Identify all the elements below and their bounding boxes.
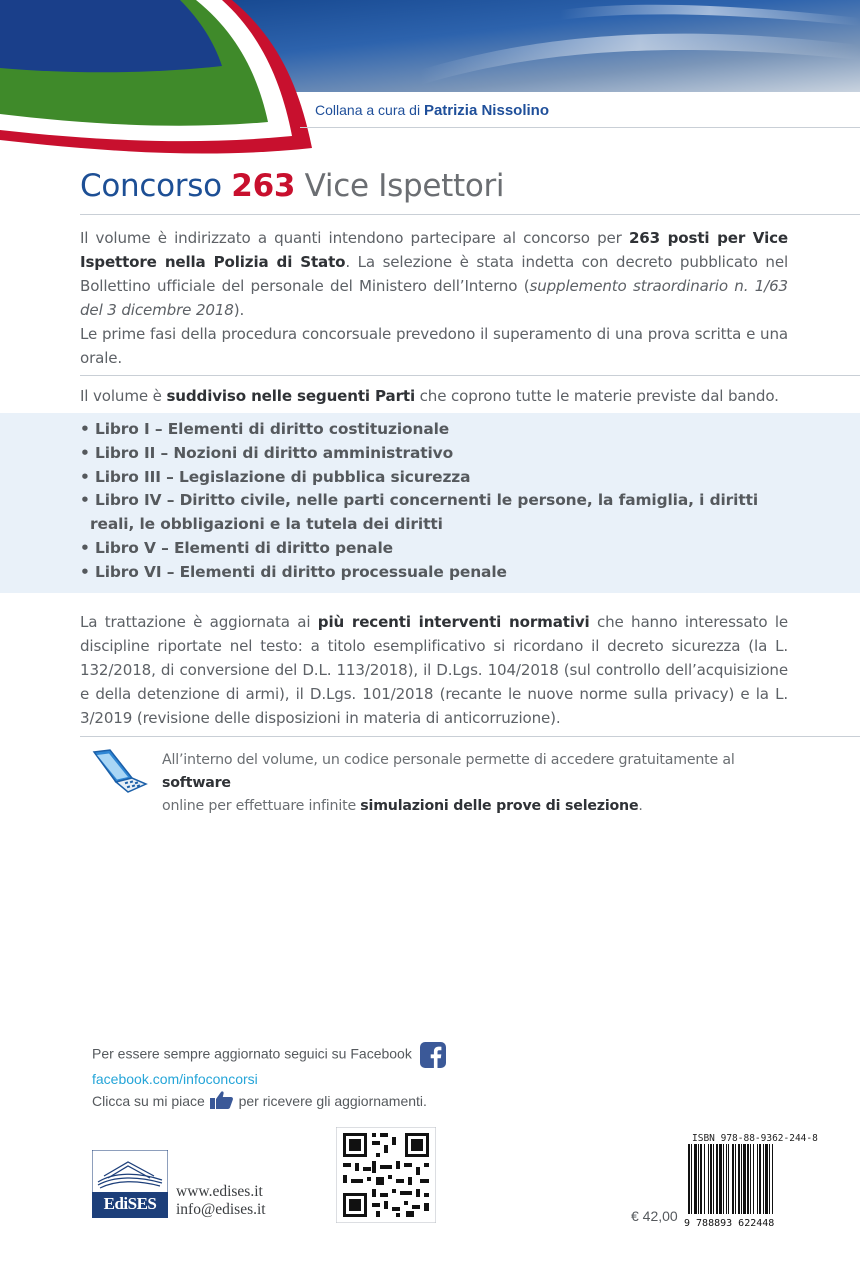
update-text: La trattazione è aggiornata ai (80, 613, 318, 631)
barcode-bar (700, 1144, 702, 1220)
parts-intro (80, 384, 800, 408)
update-bold: più recenti interventi normativi (317, 613, 590, 631)
barcode-bar (763, 1144, 764, 1220)
barcode-bar (719, 1144, 722, 1220)
social-line (92, 1042, 446, 1068)
book-item: • Libro III – Legislazione di pubblica sicurezza (80, 467, 471, 486)
barcode-bar (747, 1144, 749, 1220)
barcode-digits: 9 788893 622448 (684, 1218, 775, 1228)
parts-text: Il volume è (80, 387, 167, 405)
divider (80, 736, 860, 737)
barcode-bar (710, 1144, 712, 1220)
price: € 42,00 (631, 1208, 678, 1224)
divider (300, 127, 860, 128)
barcode-bar (743, 1144, 746, 1220)
laptop-icon (88, 748, 148, 798)
update-text: che hanno interessato le discipline riportate nel testo: a titolo esemplificativo si ricordano il decreto sicurezza (la L. 132/2018, di conversione del D.L. 113/2018), il D.Lgs. 104/2018 (sul controllo dell’acquisizione e della detenzione di armi), il D.Lgs. 101/2018 (recante le nuove norme sulla privacy) e la L. 3/2019 (revisione delle disposizioni in materia di anticorruzione). (80, 613, 788, 727)
intro-bold: 263 posti per Vice Ispettore nella Polizia di Stato (80, 229, 788, 271)
flag-wave-graphic (0, 0, 860, 160)
series-editor: Patrizia Nissolino (423, 102, 549, 119)
email-link[interactable]: info@edises.it (176, 1201, 266, 1218)
book-item: • Libro VI – Elementi di diritto processuale penale (80, 562, 507, 581)
barcode-bar (698, 1144, 699, 1220)
thumbs-up-icon[interactable] (209, 1090, 235, 1110)
qr-code (336, 1127, 436, 1223)
isbn-label: ISBN 978-88-9362-244-8 (692, 1133, 818, 1144)
book-item: • Libro I – Elementi di diritto costituzionale (80, 420, 450, 438)
facebook-icon[interactable] (420, 1042, 446, 1068)
books-list (80, 418, 795, 585)
barcode-bar (738, 1144, 740, 1220)
barcode (682, 1144, 810, 1228)
divider (80, 375, 860, 376)
software-text: online per effettuare infinite (162, 798, 361, 814)
barcode-bar (772, 1144, 773, 1220)
barcode-bar (688, 1144, 690, 1220)
barcode-bar (716, 1144, 718, 1220)
software-text: . (638, 798, 643, 814)
barcode-bar (726, 1144, 727, 1220)
barcode-bar (757, 1144, 758, 1220)
intro-text: Il volume è indirizzato a quanti intendono partecipare al concorso per (80, 229, 629, 247)
software-bold: software (162, 775, 231, 791)
barcode-bar (769, 1144, 770, 1220)
series-prefix: Collana a cura di (315, 102, 421, 118)
social-text: per ricevere gli aggiornamenti. (238, 1093, 427, 1109)
book-item: • Libro IV – Diritto civile, nelle parti concernenti le persone, la famiglia, i diritti reali, le obbligazioni e la tutela dei diritti (80, 491, 759, 534)
title-part2: Vice Ispettori (295, 168, 505, 204)
social-block (92, 1042, 446, 1112)
website-link[interactable]: www.edises.it (176, 1183, 263, 1200)
intro-text: . La selezione è stata indetta con decreto pubblicato nel Bollettino ufficiale del personale del Ministero dell’Interno ( (80, 253, 788, 295)
barcode-bar (732, 1144, 734, 1220)
book-title (80, 168, 504, 204)
header-banner (0, 0, 860, 160)
social-line (92, 1090, 446, 1112)
barcode-bar (728, 1144, 729, 1220)
publisher-contacts (176, 1183, 266, 1219)
parts-text: che coprono tutte le materie previste dal bando. (414, 387, 779, 405)
barcode-bar (723, 1144, 724, 1220)
facebook-link[interactable]: facebook.com/infoconcorsi (92, 1071, 258, 1087)
barcode-bar (708, 1144, 709, 1220)
software-text: All’interno del volume, un codice personale permette di accedere gratuitamente al (162, 752, 735, 768)
barcode-bar (704, 1144, 705, 1220)
divider (80, 214, 860, 215)
barcode-bar (694, 1144, 697, 1220)
book-item: • Libro II – Nozioni di diritto amministrativo (80, 443, 454, 462)
barcode-bar (741, 1144, 742, 1220)
intro-italic: supplemento straordinario n. 1/63 del 3 dicembre 2018 (80, 277, 789, 319)
series-credit (315, 102, 549, 119)
social-text: Clicca su mi piace (92, 1093, 205, 1109)
barcode-bar (750, 1144, 751, 1220)
barcode-bar (735, 1144, 736, 1220)
title-part1: Concorso (80, 168, 232, 204)
social-text: Per essere sempre aggiornato seguici su Facebook (92, 1045, 412, 1062)
title-number: 263 (231, 168, 296, 204)
barcode-bar (759, 1144, 761, 1220)
intro-paragraph (80, 226, 788, 370)
parts-bold: suddiviso nelle seguenti Parti (166, 387, 415, 405)
intro-text: Le prime fasi della procedura concorsuale prevedono il superamento di una prova scritta e una orale. (80, 325, 788, 367)
intro-text: ). (233, 301, 245, 319)
barcode-bar (765, 1144, 768, 1220)
barcode-bar (753, 1144, 754, 1220)
barcode-bar (713, 1144, 714, 1220)
book-item: • Libro V – Elementi di diritto penale (80, 538, 393, 557)
software-bold: simulazioni delle prove di selezione (360, 798, 639, 814)
update-paragraph (80, 610, 788, 730)
software-notice (162, 749, 802, 818)
barcode-bar (691, 1144, 692, 1220)
logo-text: EdiSES (103, 1194, 157, 1213)
